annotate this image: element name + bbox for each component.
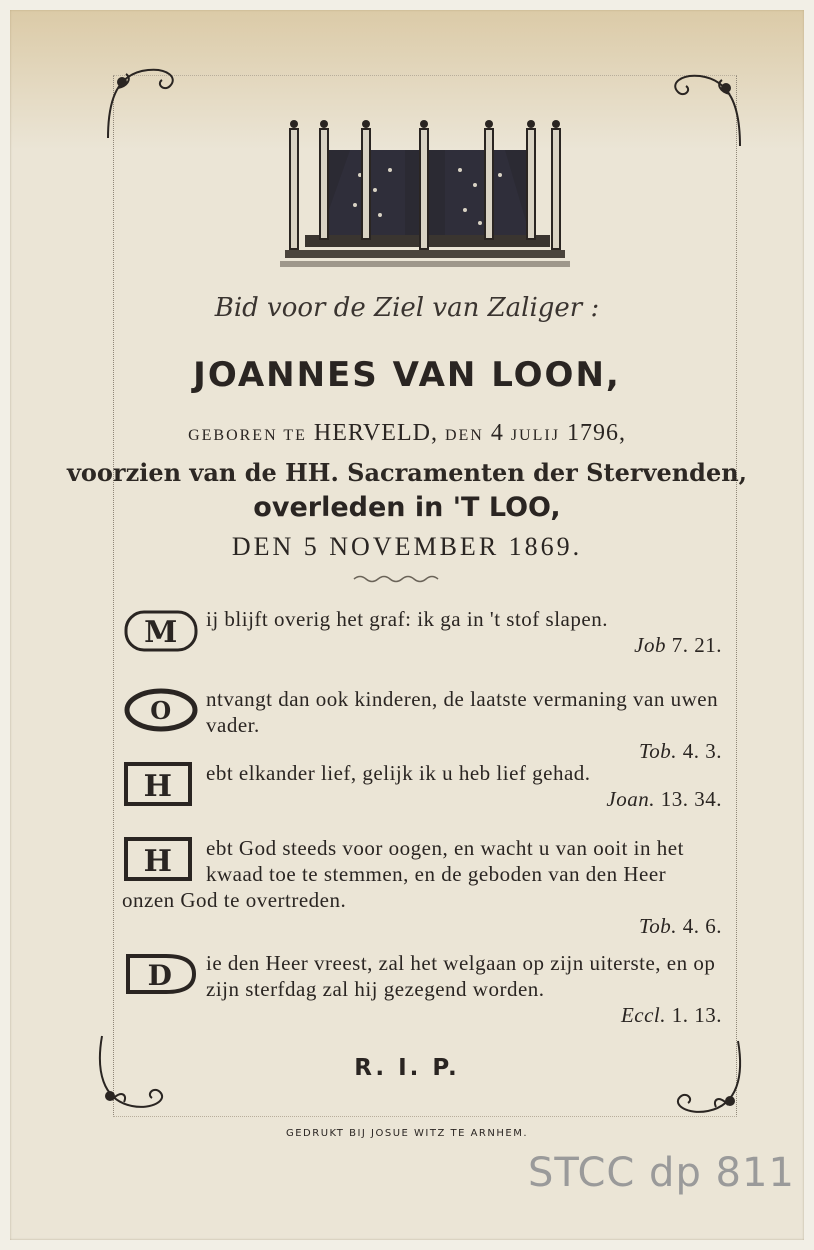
verse-4-text: ebt God steeds voor oogen, en wacht u van ooit in het kwaad toe te stemmen, en de geboden van den Heer onzen God te overtreden. [122, 836, 684, 912]
birth-place: HERVELD, [313, 420, 438, 446]
initial-d-icon [122, 950, 200, 998]
birth-year: 1796, [566, 420, 626, 446]
verse-3 [122, 760, 722, 812]
initial-m-letter: M [144, 615, 178, 650]
archive-stamp: STCC dp 811 [528, 1150, 795, 1196]
verse-3-ref: Joan. 13. 34. [606, 787, 722, 811]
initial-h-letter: H [143, 769, 173, 804]
birth-den: DEN [444, 427, 484, 444]
death-date: DEN 5 NOVEMBER 1869. [231, 532, 583, 561]
initial-h-icon [122, 760, 200, 808]
verse-5-ref: Eccl. 1. 13. [620, 1003, 722, 1027]
initial-o-letter: O [150, 696, 172, 725]
catafalque-vignette-icon [280, 115, 570, 273]
invocation-text: Bid voor de Ziel van Zaliger : [214, 293, 600, 323]
deceased-name: JOANNES VAN LOON, [193, 355, 621, 395]
verse-1-text: ij blijft overig het graf: ik ga in 't stof slapen. [206, 607, 608, 631]
verse-3-text: ebt elkander lief, gelijk ik u heb lief gehad. [206, 761, 591, 785]
flourish-top-right-icon [660, 62, 750, 152]
verse-2-ref: Tob. 4. 3. [638, 739, 722, 763]
verse-5-text: ie den Heer vreest, zal het welgaan op zijn uiterste, en op zijn sterfdag zal hij gezegend worden. [206, 951, 716, 1001]
verse-1 [122, 606, 722, 658]
initial-h-icon [122, 835, 200, 883]
verse-4 [122, 835, 722, 939]
rip-text: R. I. P. [354, 1055, 460, 1081]
sacraments-line: voorzien van de HH. Sacramenten der Stervenden, [66, 458, 748, 487]
verse-4-ref: Tob. 4. 6. [638, 914, 722, 938]
birth-month: JULIJ [510, 427, 560, 444]
verse-2 [122, 686, 722, 764]
verse-5 [122, 950, 722, 1028]
birth-day: 4 [490, 420, 504, 446]
verse-2-text: ntvangt dan ook kinderen, de laatste vermaning van uwen vader. [206, 687, 719, 737]
birth-line [0, 420, 814, 447]
birth-prefix: GEBOREN TE [188, 427, 307, 444]
divider-squiggle-icon [352, 572, 442, 586]
printer-imprint: GEDRUKT BIJ JOSUE WITZ TE ARNHEM. [285, 1128, 529, 1139]
initial-d-letter: D [147, 959, 173, 992]
initial-o-icon [122, 686, 200, 734]
verse-1-ref: Job 7. 21. [634, 633, 722, 657]
flourish-top-left-icon [98, 58, 188, 148]
initial-h-letter: H [143, 844, 173, 879]
initial-m-icon [122, 606, 200, 654]
death-line: overleden in 'T LOO, [253, 492, 561, 523]
